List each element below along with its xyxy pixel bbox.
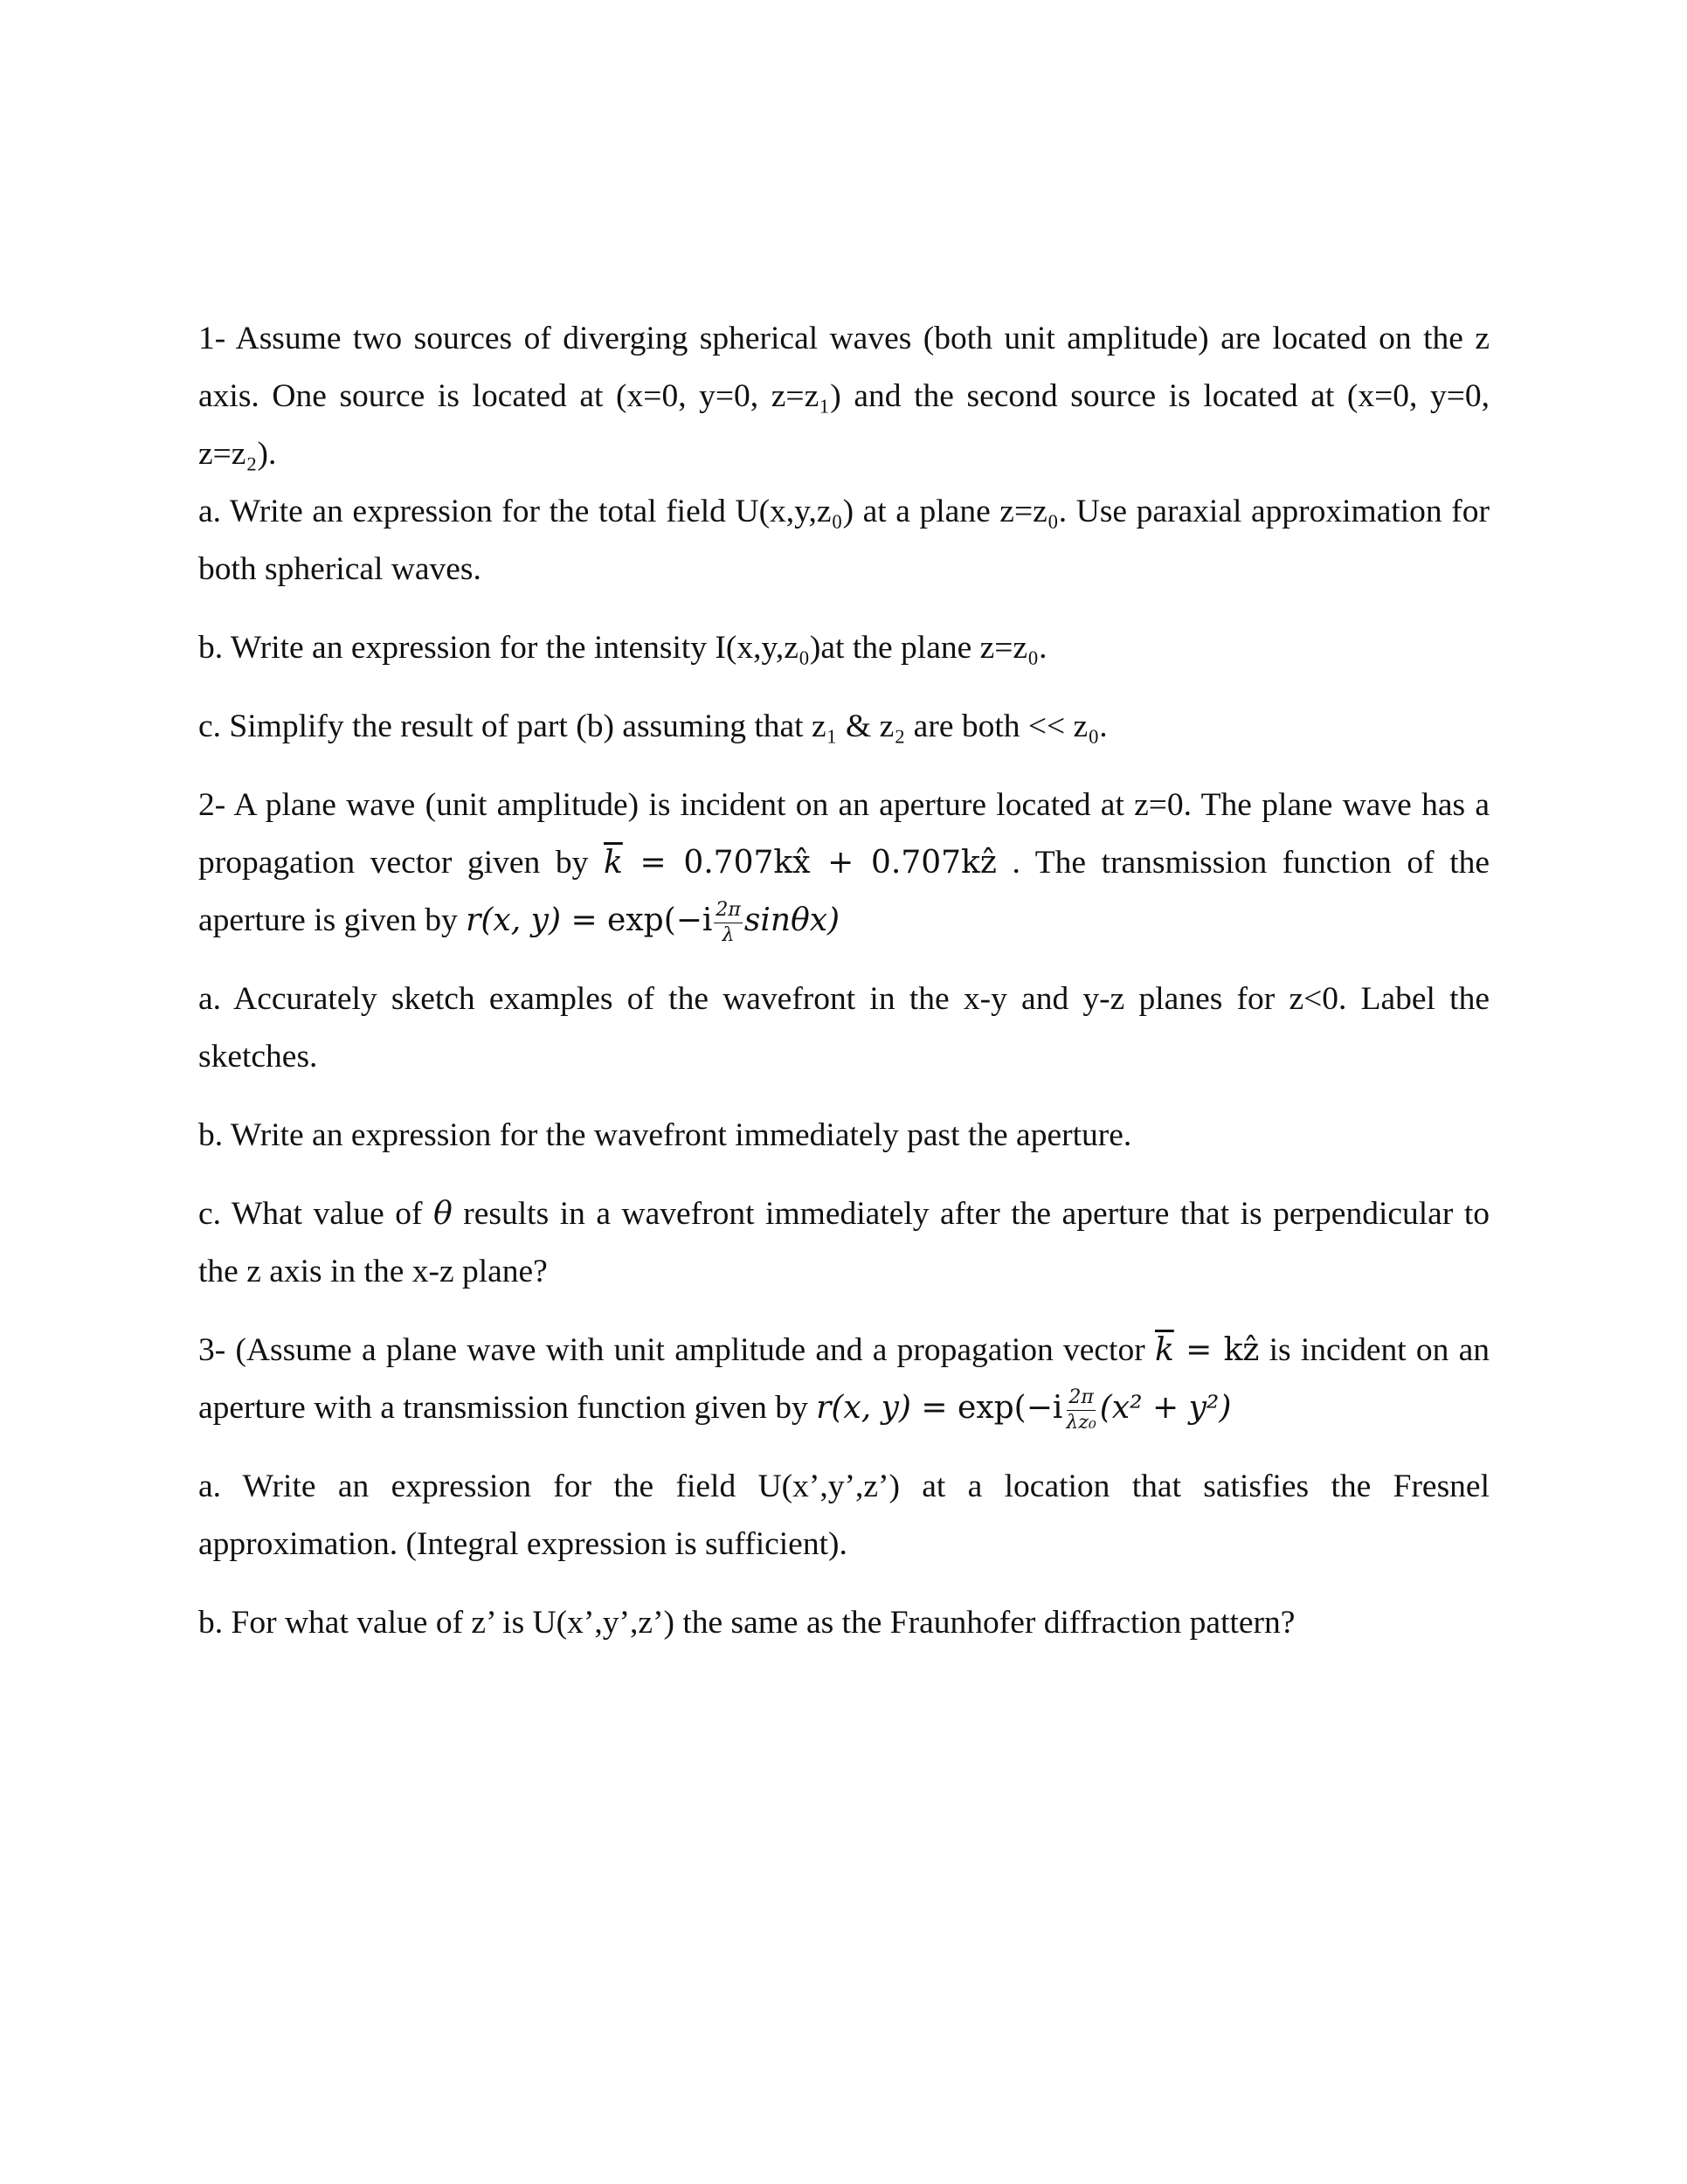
q3-part-b: b. For what value of z’ is U(x’,y’,z’) the same as the Fraunhofer diffraction pattern? [198, 1605, 1296, 1641]
q2-theta: θ [433, 1196, 453, 1232]
q3-k-vector: $\overline{k}$ = kẑ [1154, 1332, 1260, 1368]
q3-intro [198, 1322, 1490, 1437]
q3-frac-num: 2π [1067, 1388, 1095, 1411]
q2-frac-num: 2π [714, 901, 742, 923]
q2-k-vector: $\overline{k}$ = 0.707kx̂ + 0.707kẑ [604, 845, 997, 881]
q3-r-tail: (x² + y²) [1099, 1390, 1232, 1426]
document-body [198, 310, 1490, 1652]
q1-intro: 1- Assume two sources of diverging spherical waves (both unit amplitude) are located on the z axis. One source is located at (x=0, y=0, z=z₁) and the second source is located at (x=0, y=0, z=z₂). [198, 321, 1490, 472]
q2-r-eq: = exp(−i [570, 902, 713, 938]
q3-intro-start: 3- (Assume a plane wave with unit amplitude and a propagation vector [198, 1332, 1145, 1368]
q2-intro [198, 777, 1490, 950]
q3-k-expression: = kẑ [1186, 1332, 1260, 1368]
q1-part-a: a. Write an expression for the total field U(x,y,z₀) at a plane z=z₀. Use paraxial approximation for both spherical waves. [198, 494, 1490, 587]
q2-part-b: b. Write an expression for the wavefront immediately past the aperture. [198, 1117, 1132, 1153]
q2-r-lhs: r(x, y) [466, 902, 561, 938]
q2-fraction [714, 898, 742, 946]
q2-part-a: a. Accurately sketch examples of the wavefront in the x-y and y-z planes for z<0. Label the sketches. [198, 981, 1490, 1075]
q3-intro-mid: is incident on an aperture with a transmission function given by [198, 1332, 1490, 1426]
q2-r-tail: sinθx) [743, 902, 840, 938]
q3-r-lhs: r(x, y) [816, 1390, 911, 1426]
q1-part-b: b. Write an expression for the intensity I(x,y,z₀)at the plane z=z₀. [198, 630, 1047, 666]
q2-part-c [198, 1185, 1490, 1301]
q2-c-start: c. What value of [198, 1196, 423, 1232]
q2-intro-start: 2- A plane wave (unit amplitude) is incident on an aperture located at z=0. The plane wave has a propagation vector given by [198, 787, 1490, 881]
q3-frac-den: λz₀ [1066, 1411, 1096, 1434]
q2-c-end: results in a wavefront immediately after the aperture that is perpendicular to the z axis in the x-z plane? [198, 1196, 1490, 1289]
q3-transmission-function [816, 1386, 1232, 1434]
q3-fraction [1064, 1388, 1097, 1433]
q2-transmission-function [466, 898, 840, 946]
q1-part-c: c. Simplify the result of part (b) assuming that z₁ & z₂ are both << z₀. [198, 708, 1108, 744]
q3-part-a: a. Write an expression for the field U(x’,y’,z’) at a location that satisfies the Fresnel approximation. (Integral expression is sufficient). [198, 1469, 1490, 1562]
q2-k-expression: = 0.707kx̂ + 0.707kẑ [640, 845, 997, 881]
q2-frac-den: λ [722, 923, 735, 946]
q2-intro-end: . The transmission function of the aperture is given by [198, 845, 1490, 938]
q3-r-eq: = exp(−i [921, 1390, 1063, 1426]
